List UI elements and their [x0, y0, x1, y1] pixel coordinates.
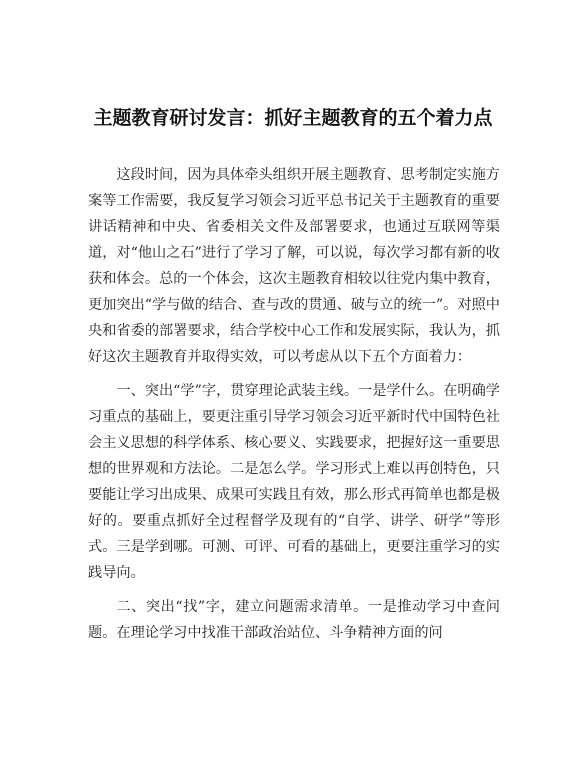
document-body	[88, 162, 500, 654]
paragraph-section-1: 一、突出“学”字，贯穿理论武装主线。一是学什么。在明确学习重点的基础上，要更注重引导学习领会习近平新时代中国特色社会主义思想的科学体系、核心要义、实践要求，把握好这一重要思想的世界观和方法论。二是怎么学。学习形式上难以再创特色，只要能让学习出成果、成果可实践且有效，那么形式再简单也都是极好的。要重点抓好全过程督学及现有的“自学、讲学、研学”等形式。三是学到哪。可测、可评、可看的基础上，更要注重学习的实践导向。	[88, 383, 500, 581]
paragraph-intro: 这段时间，因为具体牵头组织开展主题教育、思考制定实施方案等工作需要，我反复学习领会习近平总书记关于主题教育的重要讲话精神和中央、省委相关文件及部署要求，也通过互联网等渠道，对“他山之石”进行了学习了解，可以说，每次学习都有新的收获和体会。总的一个体会，这次主题教育相较以往党内集中教育，更加突出“学与做的结合、查与改的贯通、破与立的统一”。对照中央和省委的部署要求，结合学校中心工作和发展实际，我认为，抓好这次主题教育并取得实效，可以考虑从以下五个方面着力：	[88, 167, 500, 365]
document-title: 主题教育研讨发言：抓好主题教育的五个着力点	[93, 107, 493, 129]
paragraph-section-2: 二、突出“找”字，建立问题需求清单。一是推动学习中查问题。在理论学习中找准干部政治站位、斗争精神方面的问	[88, 599, 500, 641]
